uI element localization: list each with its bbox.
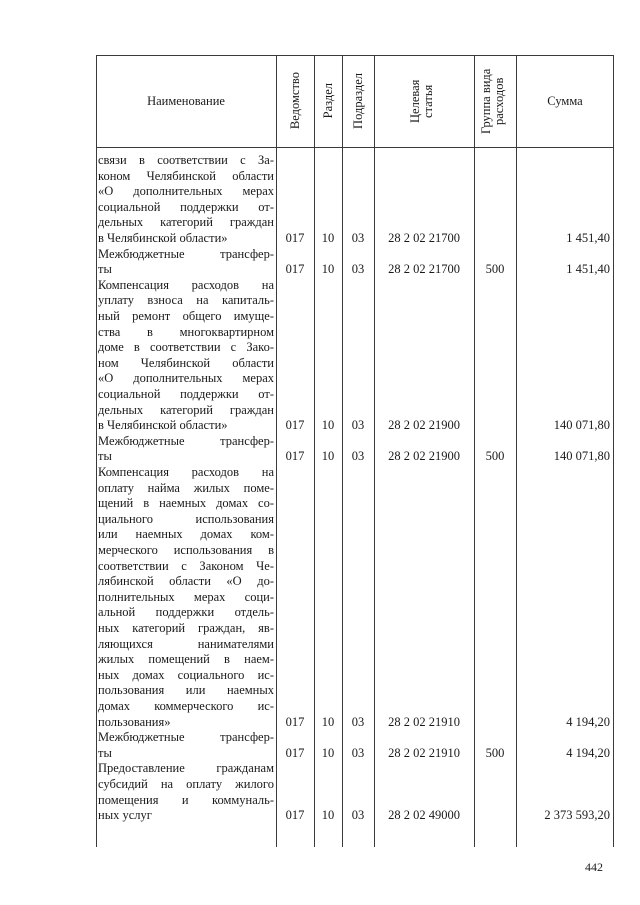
row-name-line: циального использования <box>98 511 274 526</box>
row-name-line: дельных категорий граждан <box>98 215 274 230</box>
row-name-line: коном Челябинской области <box>98 168 274 183</box>
header-summa: Сумма <box>547 93 583 108</box>
cell-vedomstvo: 017 <box>285 449 305 464</box>
row-name-line: Межбюджетные трансфер- <box>98 730 274 745</box>
cell-podrazdel: 03 <box>351 262 365 277</box>
cell-celevaya: 28 2 02 21900 <box>388 418 460 433</box>
row-name-line: домах коммерческого ис- <box>98 698 274 713</box>
row-name-line: ный ремонт общего имуще- <box>98 308 274 323</box>
cell-razdel: 10 <box>321 449 335 464</box>
cell-podrazdel: 03 <box>351 418 365 433</box>
cell-celevaya: 28 2 02 49000 <box>388 808 460 823</box>
table-row <box>96 434 614 465</box>
table-row <box>96 153 614 247</box>
row-name-line: помещения и коммуналь- <box>98 792 274 807</box>
cell-vedomstvo: 017 <box>285 231 305 245</box>
cell-podrazdel: 03 <box>351 808 365 823</box>
row-name-line: лябинской области «О до- <box>98 574 274 589</box>
cell-podrazdel: 03 <box>351 449 365 464</box>
row-name-line: «О дополнительных мерах <box>98 184 274 199</box>
row-name-line: ных услуг <box>98 808 152 823</box>
cell-vedomstvo: 017 <box>285 808 305 823</box>
row-name-line: полнительных мерах соци- <box>98 589 274 604</box>
cell-vedomstvo: 017 <box>285 262 305 277</box>
cell-summa: 140 071,80 <box>553 449 610 464</box>
header-gruppa: Группа вида расходов <box>479 68 506 134</box>
row-name-line: жилых помещений в наем- <box>98 652 274 667</box>
cell-vedomstvo: 017 <box>285 745 305 760</box>
cell-podrazdel: 03 <box>351 231 365 245</box>
cell-razdel: 10 <box>321 745 335 760</box>
table-row <box>96 761 614 823</box>
row-name-line: дельных категорий граждан <box>98 402 274 417</box>
table-row <box>96 465 614 730</box>
header-name: Наименование <box>147 93 225 108</box>
row-name <box>98 761 274 823</box>
header-podrazdel: Подраздел <box>350 73 365 129</box>
row-name-line: уплату взноса на капиталь- <box>98 293 274 308</box>
cell-gruppa: 500 <box>485 262 505 277</box>
row-name-line: Компенсация расходов на <box>98 277 274 292</box>
row-name-line: пользования» <box>98 714 171 729</box>
row-name-line: связи в соответствии с За- <box>98 153 274 167</box>
cell-summa: 140 071,80 <box>553 418 610 433</box>
table-row <box>96 278 614 434</box>
cell-podrazdel: 03 <box>351 714 365 729</box>
row-name-line: субсидий на оплату жилого <box>98 776 274 791</box>
row-name-line: или наемных домах ком- <box>98 527 274 542</box>
header-gruppa-cell <box>474 55 516 147</box>
budget-table <box>96 55 614 847</box>
row-name-line: ном Челябинской области <box>98 355 274 370</box>
cell-celevaya: 28 2 02 21700 <box>388 231 460 245</box>
cell-vedomstvo: 017 <box>285 418 305 433</box>
cell-razdel: 10 <box>321 808 335 823</box>
cell-gruppa: 500 <box>485 449 505 464</box>
row-name <box>98 465 274 730</box>
header-razdel-cell <box>314 55 342 147</box>
cell-gruppa: 500 <box>485 745 505 760</box>
cell-summa: 4 194,20 <box>566 745 610 760</box>
cell-summa: 4 194,20 <box>566 714 610 729</box>
row-name-line: в Челябинской области» <box>98 418 228 433</box>
cell-summa: 1 451,40 <box>566 231 610 245</box>
cell-razdel: 10 <box>321 714 335 729</box>
row-name-line: мерческого использования в <box>98 542 274 557</box>
row-name-line: Межбюджетные трансфер- <box>98 433 274 448</box>
header-razdel: Раздел <box>320 83 335 119</box>
row-name-line: ных домах социального ис- <box>98 667 274 682</box>
header-celevaya: Целевая статья <box>408 79 435 123</box>
row-name-line: щений в наемных домах со- <box>98 496 274 511</box>
cell-razdel: 10 <box>321 231 335 245</box>
cell-summa: 2 373 593,20 <box>544 808 610 823</box>
row-name <box>98 153 274 247</box>
header-vedomstvo-cell <box>276 55 314 147</box>
cell-razdel: 10 <box>321 262 335 277</box>
row-name-line: Межбюджетные трансфер- <box>98 246 274 261</box>
header-vedomstvo: Ведомство <box>287 72 302 130</box>
row-name <box>98 730 274 761</box>
row-name-line: ты <box>98 449 112 464</box>
row-name-line: ства в многоквартирном <box>98 324 274 339</box>
row-name <box>98 247 274 278</box>
row-name-line: социальной поддержки от- <box>98 199 274 214</box>
cell-celevaya: 28 2 02 21700 <box>388 262 460 277</box>
cell-celevaya: 28 2 02 21910 <box>388 745 460 760</box>
cell-summa: 1 451,40 <box>566 262 610 277</box>
row-name-line: ных категорий граждан, яв- <box>98 620 274 635</box>
table-row <box>96 247 614 278</box>
row-name <box>98 278 274 434</box>
row-name-line: ляющихся нанимателями <box>98 636 274 651</box>
row-name-line: Предоставление гражданам <box>98 761 274 776</box>
row-name-line: ты <box>98 745 112 760</box>
cell-celevaya: 28 2 02 21900 <box>388 449 460 464</box>
table-row <box>96 730 614 761</box>
cell-razdel: 10 <box>321 418 335 433</box>
row-name-line: соответствии с Законом Че- <box>98 558 274 573</box>
row-name-line: ты <box>98 262 112 277</box>
header-podrazdel-cell <box>342 55 374 147</box>
cell-celevaya: 28 2 02 21910 <box>388 714 460 729</box>
row-name-line: социальной поддержки от- <box>98 386 274 401</box>
row-name-line: альной поддержки отдель- <box>98 605 274 620</box>
cell-podrazdel: 03 <box>351 745 365 760</box>
row-name <box>98 434 274 465</box>
cell-vedomstvo: 017 <box>285 714 305 729</box>
row-name-line: Компенсация расходов на <box>98 465 274 479</box>
row-name-line: в Челябинской области» <box>98 230 228 245</box>
row-name-line: оплату найма жилых поме- <box>98 480 274 495</box>
header-celevaya-cell <box>374 55 474 147</box>
row-name-line: «О дополнительных мерах <box>98 371 274 386</box>
row-name-line: пользования или наемных <box>98 683 274 698</box>
row-name-line: доме в соответствии с Зако- <box>98 340 274 355</box>
page-number: 442 <box>585 860 603 874</box>
